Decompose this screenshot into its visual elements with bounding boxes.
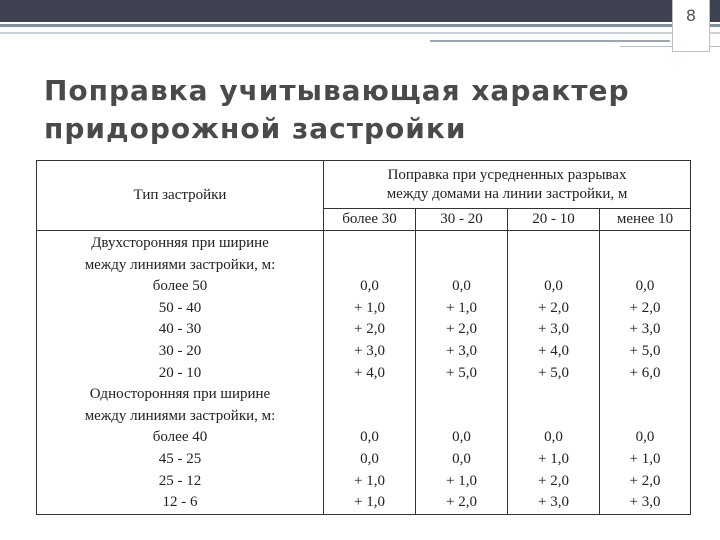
value-cell: + 5,0 [538, 364, 569, 381]
row-label: Односторонняя при ширине [89, 386, 271, 403]
row-label: между линиями застройки, м: [84, 407, 276, 424]
row-label: 25 - 12 [158, 472, 202, 489]
value-cell: + 5,0 [629, 342, 661, 359]
value-cell [508, 406, 599, 428]
values-col3 [508, 231, 600, 515]
value-cell: + 3,0 [629, 494, 661, 511]
value-cell: + 4,0 [538, 342, 569, 359]
value-cell: + 2,0 [354, 321, 385, 338]
header-sub-col4: менее 10 [600, 209, 691, 231]
header-sub-col1: более 30 [324, 209, 416, 231]
value-cell [600, 255, 690, 277]
value-cell [324, 384, 415, 406]
header-sub-col2: 30 - 20 [416, 209, 508, 231]
accent-line [0, 24, 720, 27]
value-cell: 0,0 [452, 450, 471, 467]
value-cell [600, 406, 690, 428]
value-cell: + 1,0 [629, 450, 661, 467]
value-cell: 0,0 [360, 429, 379, 446]
value-cell: + 2,0 [446, 321, 477, 338]
slide-title: Поправка учитывающая характер придорожной застройки [44, 74, 630, 145]
row-label: 50 - 40 [158, 299, 202, 316]
value-cell: + 5,0 [446, 364, 477, 381]
value-cell: + 4,0 [354, 364, 385, 381]
value-cell: 0,0 [635, 429, 655, 446]
value-cell: + 1,0 [354, 494, 385, 511]
header-type-label: Тип застройки [133, 187, 227, 203]
header-main-line1: Поправка при усредненных разрывах [387, 166, 627, 183]
value-cell: + 1,0 [538, 450, 569, 467]
value-cell: 0,0 [452, 278, 471, 295]
header-sub-col3: 20 - 10 [508, 209, 600, 231]
value-cell: + 1,0 [446, 472, 477, 489]
value-cell: 0,0 [452, 429, 471, 446]
value-cell [416, 384, 507, 406]
row-label: между линиями застройки, м: [84, 256, 276, 273]
value-cell [508, 384, 599, 406]
value-cell: + 3,0 [446, 342, 477, 359]
correction-table [36, 160, 690, 516]
top-bar [0, 0, 720, 22]
row-label: 45 - 25 [158, 450, 202, 467]
row-labels-cell [37, 231, 324, 515]
value-cell [600, 233, 690, 255]
page-number: 8 [685, 6, 697, 25]
value-cell [324, 406, 415, 428]
row-label: более 40 [152, 429, 208, 446]
value-cell: + 3,0 [354, 342, 385, 359]
row-label: 30 - 20 [158, 342, 202, 359]
decorative-line [0, 32, 720, 34]
value-cell: + 2,0 [629, 472, 661, 489]
value-cell [416, 255, 507, 277]
value-cell: + 2,0 [446, 494, 477, 511]
header-type [37, 161, 324, 231]
value-cell [508, 233, 599, 255]
value-cell: + 1,0 [446, 299, 477, 316]
value-cell: + 3,0 [629, 321, 661, 338]
value-cell: 0,0 [360, 278, 379, 295]
value-cell: + 1,0 [354, 472, 385, 489]
value-cell [324, 233, 415, 255]
header-main-line2: между домами на линии застройки, м [386, 185, 628, 202]
header-main [324, 161, 691, 209]
value-cell: + 3,0 [538, 494, 569, 511]
row-label: Двухсторонняя при ширине [91, 235, 269, 251]
value-cell: + 6,0 [629, 364, 661, 381]
row-label: более 50 [152, 278, 208, 295]
value-cell [416, 233, 507, 255]
value-cell [600, 384, 690, 406]
value-cell: 0,0 [635, 278, 655, 295]
decorative-line [430, 40, 670, 42]
value-cell: 0,0 [544, 429, 563, 446]
value-cell: + 1,0 [354, 299, 385, 316]
value-cell [416, 406, 507, 428]
row-label: 12 - 6 [162, 494, 198, 511]
value-cell [324, 255, 415, 277]
table [36, 160, 691, 515]
row-label: 20 - 10 [158, 364, 202, 381]
value-cell [508, 255, 599, 277]
value-cell: + 3,0 [538, 321, 569, 338]
value-cell: + 2,0 [538, 472, 569, 489]
value-cell: + 2,0 [538, 299, 569, 316]
row-label: 40 - 30 [158, 321, 202, 338]
values-col4 [600, 231, 691, 515]
values-col1 [324, 231, 416, 515]
value-cell: 0,0 [544, 278, 563, 295]
value-cell: 0,0 [360, 450, 379, 467]
value-cell: + 2,0 [629, 299, 661, 316]
values-col2 [416, 231, 508, 515]
